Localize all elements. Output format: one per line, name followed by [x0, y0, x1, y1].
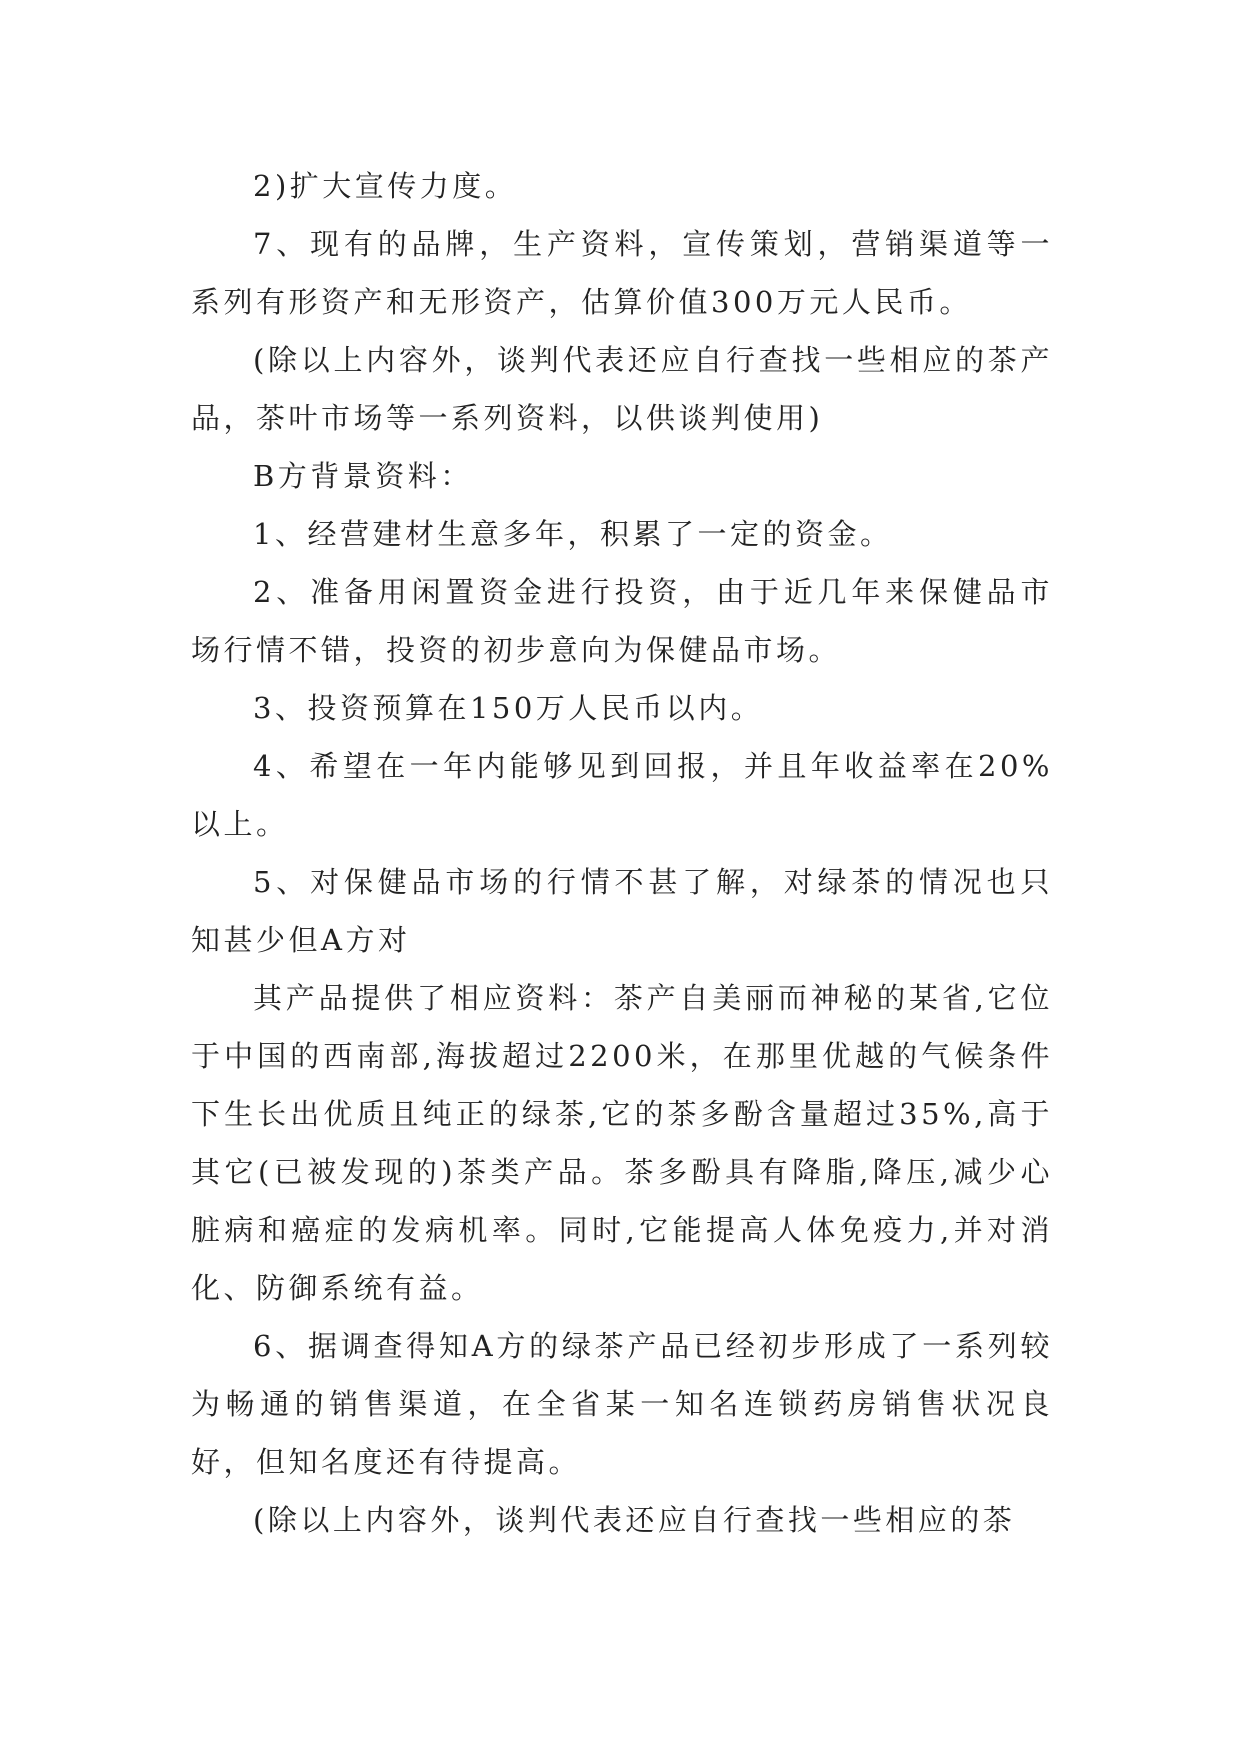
paragraph-b-item-6: 6、据调查得知A方的绿茶产品已经初步形成了一系列较为畅通的销售渠道，在全省某一知名连锁药房销售状况良好，但知名度还有待提高。 [191, 1329, 1053, 1479]
paragraph-b-item-4: 4、希望在一年内能够见到回报，并且年收益率在20%以上。 [191, 749, 1053, 841]
paragraph-existing-assets: 7、现有的品牌，生产资料，宣传策划，营销渠道等一系列有形资产和无形资产，估算价值300万元人民币。 [191, 227, 1053, 319]
paragraph-b-item-1: 1、经营建材生意多年，积累了一定的资金。 [253, 517, 893, 551]
paragraph-b-research-note: (除以上内容外，谈判代表还应自行查找一些相应的茶 [253, 1503, 1016, 1537]
section-heading-b-background: B方背景资料： [253, 459, 473, 493]
paragraph-b-item-5: 5、对保健品市场的行情不甚了解，对绿茶的情况也只知甚少但A方对 [191, 865, 1053, 957]
paragraph-product-info: 其产品提供了相应资料：茶产自美丽而神秘的某省,它位于中国的西南部,海拔超过2200米，在那里优越的气候条件下生长出优质且纯正的绿茶,它的茶多酚含量超过35%,高于其它(已被发现的)茶类产品。茶多酚具有降脂,降压,减少心脏病和癌症的发病机率。同时,它能提高人体免疫力,并对消化、防御系统有益。 [191, 981, 1053, 1305]
paragraph-b-item-3: 3、投资预算在150万人民币以内。 [253, 691, 764, 725]
paragraph-b-item-2: 2、准备用闲置资金进行投资，由于近几年来保健品市场行情不错，投资的初步意向为保健品市场。 [191, 575, 1053, 667]
paragraph-a-research-note: (除以上内容外，谈判代表还应自行查找一些相应的茶产品，茶叶市场等一系列资料，以供谈判使用) [191, 343, 1053, 435]
paragraph-expand-publicity: 2)扩大宣传力度。 [253, 169, 518, 203]
document-body [191, 157, 1053, 1549]
